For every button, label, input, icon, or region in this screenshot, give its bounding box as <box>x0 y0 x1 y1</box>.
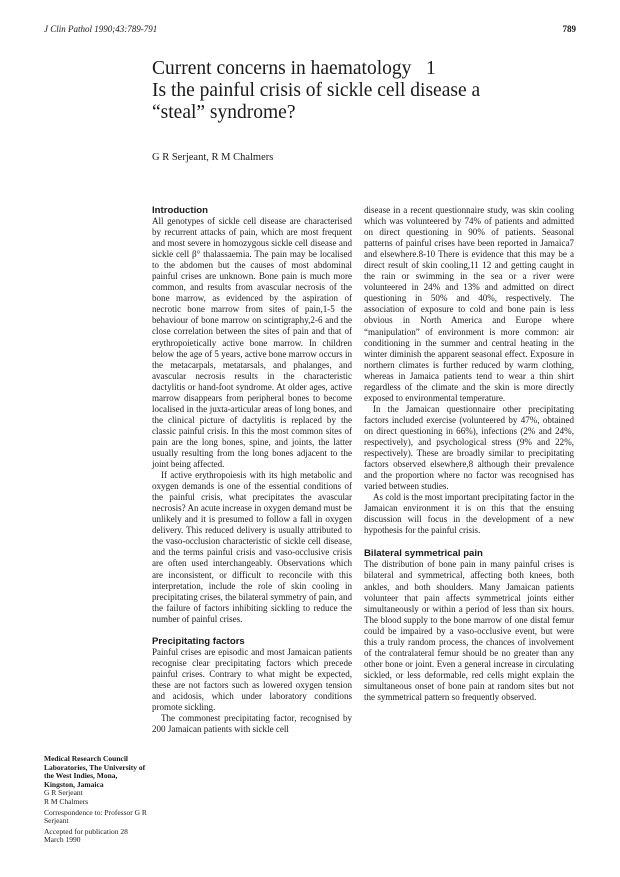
paragraph: In the Jamaican questionnaire other precipitating factors included exercise (volunteered by 47%, obtained on direct questioning in 66%), infections (2% and 24%, respectively), and psychological stress (9% and 22%, respectively). These are broadly similar to precipitating factors observed elsewhere,8 although their prevalence and the proportion where no factor was recognised has varied between studies. <box>364 403 574 492</box>
article-title <box>152 58 592 124</box>
paragraph: disease in a recent questionnaire study, was skin cooling which was volunteered by 74% of patients and admitted on direct questioning in 90% of patients. Seasonal patterns of painful crises have been reported in Jamaica7 and elsewhere.8-10 There is evidence that this may be a direct result of skin cooling,11 12 and getting caught in the rain or swimming in the sea or a river were volunteered in 24% and 13% and admitted on direct questioning in 50% and 40%, respectively. The association of exposure to cold and bone pain is less obvious in North America and Europe where “manipulation” of environment is more common: air conditioning in the summer and central heating in the winter diminish the apparent seasonal effect. Exposure in northern climates is further reduced by warm clothing, whereas in Jamaica patients tend to wear a thin shirt regardless of the climate and the skin is more directly exposed to environmental temperature. <box>364 205 574 403</box>
paragraph: The commonest precipitating factor, recognised by 200 Jamaican patients with sickle cell <box>152 713 352 735</box>
title-line-3: “steal” syndrome? <box>152 102 296 123</box>
text-column-left <box>152 205 352 735</box>
paragraph: If active erythropoiesis with its high metabolic and oxygen demands is one of the essential conditions of the painful crisis, what precipitates the avascular necrosis? An acute increase in oxygen demand must be unlikely and it is presumed to follow a fall in oxygen delivery. This reduced delivery is usually attributed to the vaso-occlusion characteristic of sickle cell disease, and the terms painful crisis and vaso-occlusive crisis are often used interchangeably. Observations which are inconsistent, or difficult to reconcile with this interpretation, include the role of skin cooling in precipitating crises, the bilateral symmetry of pain, and the failure of factors inhibiting sickling to reduce the number of painful crises. <box>152 470 352 624</box>
affiliation-author-1: G R Serjeant <box>44 788 83 798</box>
affiliation-block <box>44 755 148 845</box>
title-line-1: Current concerns in haematology 1 <box>152 58 436 79</box>
paragraph: As cold is the most important precipitating factor in the Jamaican environment it is on this that the ensuing discussion will focus in the development of a new hypothesis for the painful crisis. <box>364 492 574 536</box>
text-column-right <box>364 205 574 703</box>
paragraph: All genotypes of sickle cell disease are characterised by recurrent attacks of pain, which are most frequent and most severe in homozygous sickle cell disease and sickle cell β° thalassaemia. The pain may be localised to the abdomen but the causes of most abdominal painful crises are unknown. Bone pain is much more common, and results from avascular necrosis of the bone marrow, as evidenced by the aspiration of necrotic bone marrow from sites of pain,1-5 the behaviour of bone marrow on scintigraphy,2-6 and the close correlation between the sites of pain and that of erythropoietically active bone marrow. In children below the age of 5 years, active bone marrow occurs in the metacarpals, metatarsals, and phalanges, and avascular necrosis results in the characteristic dactylitis or hand-foot syndrome. At older ages, active marrow disappears from peripheral bones to become localised in the juxta-articular areas of long bones, and the clinical picture of dactylitis is replaced by the classic painful crisis. In this the most common sites of pain are the long bones, spine, and joints, the latter usually resulting from the long bones adjacent to the joint being affected. <box>152 216 352 470</box>
paragraph: Painful crises are episodic and most Jamaican patients recognise clear precipitating factors which precede painful crises. Contrary to what might be expected, these are not factors such as lowered oxygen tension and acidosis, which under laboratory conditions promote sickling. <box>152 646 352 712</box>
section-heading-bilateral-symmetrical-pain: Bilateral symmetrical pain <box>364 548 483 560</box>
author-line: G R Serjeant, R M Chalmers <box>152 152 274 163</box>
title-line-2: Is the painful crisis of sickle cell disease a <box>152 80 481 101</box>
page-number: 789 <box>562 24 576 34</box>
correspondence: Correspondence to: Professor G R Serjeant <box>44 807 147 826</box>
institution: Medical Research Council Laboratories, The University of the West Indies, Mona, Kingston, Jamaica <box>44 754 146 789</box>
section-heading-precipitating-factors: Precipitating factors <box>152 635 245 647</box>
section-heading-introduction: Introduction <box>152 205 208 216</box>
affiliation-author-2: R M Chalmers <box>44 796 89 806</box>
paragraph: The distribution of bone pain in many painful crises is bilateral and symmetrical, affecting both knees, both ankles, and both shoulders. Many Jamaican patients volunteer that pain affects symmetrical joints either simultaneously or within a period of less than six hours. The blood supply to the bone marrow of one distal femur could be impaired by a vaso-occlusive event, but were this a truly random process, the chances of involvement of the contralateral femur should be no greater than any other bone or joint. Even a general increase in circulating sickled, or less deformable, red cells might explain the simultaneous onset of bone pain at random sites but not the symmetrical pattern so frequently observed. <box>364 559 574 702</box>
journal-citation: J Clin Pathol 1990;43:789-791 <box>44 24 158 34</box>
accepted-date: Accepted for publication 28 March 1990 <box>44 826 128 845</box>
